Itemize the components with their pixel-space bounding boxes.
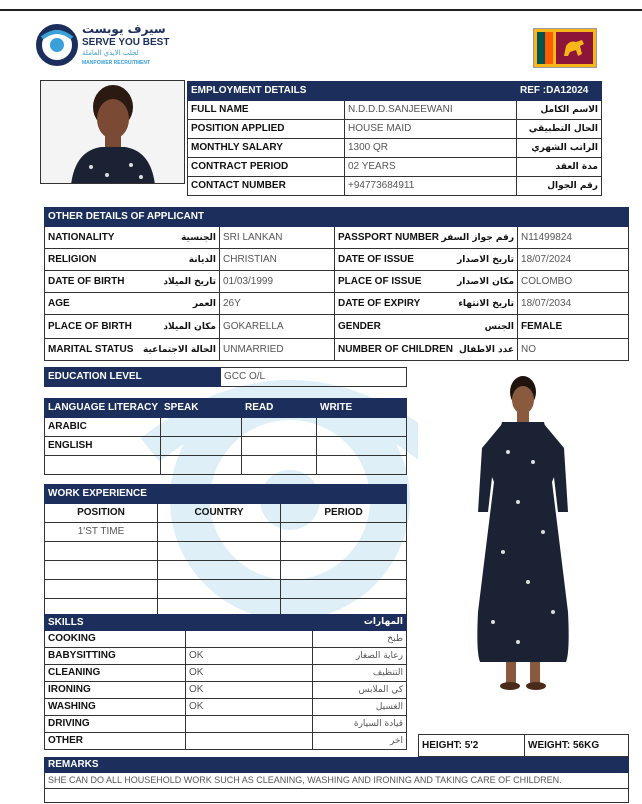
lion-icon	[556, 32, 593, 64]
field-label-arabic: مدة العقد	[517, 158, 602, 177]
detail-label-ar: الجنسية	[181, 232, 216, 243]
detail-label-ar: الديانة	[188, 254, 216, 265]
table-row	[45, 271, 629, 293]
field-label-arabic: الراتب الشهري	[517, 139, 602, 158]
work-experience-table	[44, 484, 407, 618]
position-cell	[45, 580, 158, 599]
detail-label-ar: مكان الاصدار	[457, 276, 515, 287]
table-row	[188, 139, 602, 158]
skill-value: OK	[186, 665, 313, 682]
flag-green-band	[537, 32, 545, 64]
sri-lanka-flag	[533, 28, 597, 68]
detail-label-en: RELIGION	[48, 253, 97, 265]
work-experience-header: WORK EXPERIENCE	[45, 485, 407, 504]
reference-number: REF :DA12024	[517, 82, 602, 101]
table-row	[45, 773, 629, 789]
detail-label-ar: رقم جواز السفر	[441, 232, 515, 243]
table-row	[45, 249, 629, 271]
detail-value: 18/07/2024	[518, 249, 629, 271]
detail-label-en: GENDER	[338, 320, 381, 332]
table-row	[45, 665, 407, 682]
country-cell	[158, 561, 281, 580]
position-cell: 1'ST TIME	[45, 523, 158, 542]
table-row	[188, 177, 602, 196]
table-row	[45, 437, 407, 456]
detail-label-en: PLACE OF BIRTH	[48, 320, 132, 332]
skill-name: CLEANING	[45, 665, 186, 682]
table-row	[45, 293, 629, 315]
read-cell	[242, 437, 317, 456]
table-row	[45, 315, 629, 339]
detail-label-ar: الجنس	[484, 321, 515, 332]
detail-label-en: MARITAL STATUS	[48, 343, 134, 355]
skill-value	[186, 733, 313, 750]
country-cell	[158, 523, 281, 542]
remarks-blank-line	[45, 789, 629, 803]
detail-label	[335, 293, 518, 315]
table-row	[45, 789, 629, 803]
skill-name-arabic: اخر	[313, 733, 407, 750]
skill-name: BABYSITTING	[45, 648, 186, 665]
employment-header: EMPLOYMENT DETAILS	[188, 82, 517, 101]
position-cell	[45, 542, 158, 561]
detail-label-ar: عدد الاطفال	[458, 344, 515, 355]
skill-name: IRONING	[45, 682, 186, 699]
work-columns-row	[45, 504, 407, 523]
work-header-row	[45, 485, 407, 504]
detail-value: NO	[518, 339, 629, 361]
employment-details-table	[187, 81, 602, 196]
table-row	[45, 716, 407, 733]
speak-cell	[161, 456, 242, 475]
read-cell	[242, 418, 317, 437]
applicant-full-body-photo	[418, 362, 628, 736]
language-name	[45, 456, 161, 475]
flag-maroon-field	[556, 32, 593, 64]
table-row	[45, 733, 407, 750]
other-details-header: OTHER DETAILS OF APPLICANT	[45, 208, 335, 227]
field-label-arabic: رقم الجوال	[517, 177, 602, 196]
detail-label	[335, 227, 518, 249]
education-label: EDUCATION LEVEL	[45, 368, 221, 387]
table-row	[45, 580, 407, 599]
detail-label	[45, 339, 220, 361]
logo-arabic-sub: لجلب الايدي العاملة	[82, 49, 139, 57]
write-cell	[317, 418, 407, 437]
skill-name-arabic: قيادة السيارة	[313, 716, 407, 733]
language-name: ENGLISH	[45, 437, 161, 456]
company-logo	[36, 22, 186, 72]
field-value: 02 YEARS	[345, 158, 517, 177]
period-cell	[281, 542, 407, 561]
detail-value: GOKARELLA	[220, 315, 335, 339]
skills-header: SKILLS	[45, 615, 313, 631]
skill-value: OK	[186, 648, 313, 665]
weight-value: WEIGHT: 56KG	[525, 735, 629, 757]
field-label: MONTHLY SALARY	[188, 139, 345, 158]
field-label-arabic: الحال التطبيقي	[517, 120, 602, 139]
detail-label-en: PLACE OF ISSUE	[338, 275, 422, 287]
height-value: HEIGHT: 5'2	[419, 735, 525, 757]
detail-value: 18/07/2034	[518, 293, 629, 315]
skill-name-arabic: رعاية الصغار	[313, 648, 407, 665]
detail-label-en: AGE	[48, 297, 70, 309]
applicant-portrait-photo	[40, 80, 185, 184]
field-label: CONTACT NUMBER	[188, 177, 345, 196]
detail-label	[45, 271, 220, 293]
period-cell	[281, 561, 407, 580]
speak-header: SPEAK	[161, 399, 242, 418]
skill-value: OK	[186, 699, 313, 716]
language-header-row	[45, 399, 407, 418]
skills-header-row	[45, 615, 407, 631]
table-row	[45, 456, 407, 475]
full-body-person-icon	[418, 362, 628, 736]
write-header: WRITE	[317, 399, 407, 418]
speak-cell	[161, 418, 242, 437]
detail-label-en: DATE OF EXPIRY	[338, 297, 421, 309]
field-value: HOUSE MAID	[345, 120, 517, 139]
field-label: FULL NAME	[188, 101, 345, 120]
field-label: CONTRACT PERIOD	[188, 158, 345, 177]
detail-label-en: NATIONALITY	[48, 231, 115, 243]
skill-name-arabic: التنظيف	[313, 665, 407, 682]
other-details-header-blank	[335, 208, 629, 227]
country-cell	[158, 580, 281, 599]
detail-label-ar: الحالة الاجتماعية	[143, 344, 216, 355]
detail-label	[45, 227, 220, 249]
language-literacy-table	[44, 398, 407, 475]
flag-orange-band	[545, 32, 553, 64]
language-header: LANGUAGE LITERACY	[45, 399, 161, 418]
speak-cell	[161, 437, 242, 456]
skills-header-arabic: المهارات	[313, 615, 407, 631]
other-details-table	[44, 207, 629, 361]
skill-value: OK	[186, 682, 313, 699]
skill-name: DRIVING	[45, 716, 186, 733]
skill-name: WASHING	[45, 699, 186, 716]
skill-name: COOKING	[45, 631, 186, 648]
detail-label	[335, 339, 518, 361]
detail-label	[45, 315, 220, 339]
logo-name: SERVE YOU BEST	[82, 37, 170, 48]
period-cell	[281, 523, 407, 542]
detail-value: SRI LANKAN	[220, 227, 335, 249]
table-row	[45, 631, 407, 648]
detail-value: 26Y	[220, 293, 335, 315]
detail-label-ar: تاريخ الانتهاء	[458, 298, 515, 309]
detail-label	[45, 249, 220, 271]
table-row	[188, 101, 602, 120]
detail-label-ar: تاريخ الاصدار	[457, 254, 515, 265]
detail-label	[45, 293, 220, 315]
other-details-header-row	[45, 208, 629, 227]
detail-label-en: PASSPORT NUMBER	[338, 231, 439, 243]
field-label-arabic: الاسم الكامل	[517, 101, 602, 120]
education-value: GCC O/L	[221, 368, 407, 387]
table-row	[45, 523, 407, 542]
detail-value: CHRISTIAN	[220, 249, 335, 271]
detail-label-ar: العمر	[192, 298, 216, 309]
skill-name-arabic: طبخ	[313, 631, 407, 648]
skill-name: OTHER	[45, 733, 186, 750]
write-cell	[317, 456, 407, 475]
table-row	[45, 227, 629, 249]
field-value: +94773684911	[345, 177, 517, 196]
skill-value	[186, 631, 313, 648]
remarks-text: SHE CAN DO ALL HOUSEHOLD WORK SUCH AS CLEANING, WASHING AND IRONING AND TAKING CARE OF CHILDREN.	[45, 773, 629, 789]
table-row	[45, 339, 629, 361]
skill-name-arabic: كي الملابس	[313, 682, 407, 699]
education-level-table	[44, 367, 407, 387]
remarks-table	[44, 757, 629, 803]
detail-label-ar: مكان الميلاد	[163, 321, 216, 332]
detail-label-en: DATE OF ISSUE	[338, 253, 414, 265]
portrait-person-icon	[41, 81, 185, 184]
table-row	[45, 699, 407, 716]
logo-tagline: MANPOWER RECRUITMENT	[82, 60, 151, 66]
employment-header-row	[188, 82, 602, 101]
field-value: N.D.D.D.SANJEEWANI	[345, 101, 517, 120]
period-column: PERIOD	[281, 504, 407, 523]
detail-value: COLOMBO	[518, 271, 629, 293]
field-label: POSITION APPLIED	[188, 120, 345, 139]
read-cell	[242, 456, 317, 475]
detail-label-ar: تاريخ الميلاد	[163, 276, 216, 287]
country-column: COUNTRY	[158, 504, 281, 523]
language-name: ARABIC	[45, 418, 161, 437]
measurements-table	[418, 734, 629, 757]
country-cell	[158, 542, 281, 561]
detail-label	[335, 249, 518, 271]
remarks-header: REMARKS	[45, 758, 629, 773]
logo-arabic: سيرف يوبست	[82, 22, 166, 36]
detail-value: FEMALE	[518, 315, 629, 339]
detail-label-en: DATE OF BIRTH	[48, 275, 125, 287]
skills-table	[44, 614, 407, 750]
read-header: READ	[242, 399, 317, 418]
detail-value: UNMARRIED	[220, 339, 335, 361]
detail-label-en: NUMBER OF CHILDREN	[338, 343, 454, 355]
skill-name-arabic: الغسيل	[313, 699, 407, 716]
position-cell	[45, 561, 158, 580]
table-row	[45, 561, 407, 580]
logo-emblem-icon	[36, 24, 78, 66]
field-value: 1300 QR	[345, 139, 517, 158]
detail-label	[335, 315, 518, 339]
detail-value: N11499824	[518, 227, 629, 249]
remarks-header-row	[45, 758, 629, 773]
table-row	[45, 418, 407, 437]
detail-label	[335, 271, 518, 293]
table-row	[45, 648, 407, 665]
position-column: POSITION	[45, 504, 158, 523]
detail-value: 01/03/1999	[220, 271, 335, 293]
table-row	[188, 158, 602, 177]
write-cell	[317, 437, 407, 456]
table-row	[188, 120, 602, 139]
period-cell	[281, 580, 407, 599]
top-border-line	[0, 9, 642, 11]
table-row	[45, 542, 407, 561]
table-row	[45, 682, 407, 699]
skill-value	[186, 716, 313, 733]
